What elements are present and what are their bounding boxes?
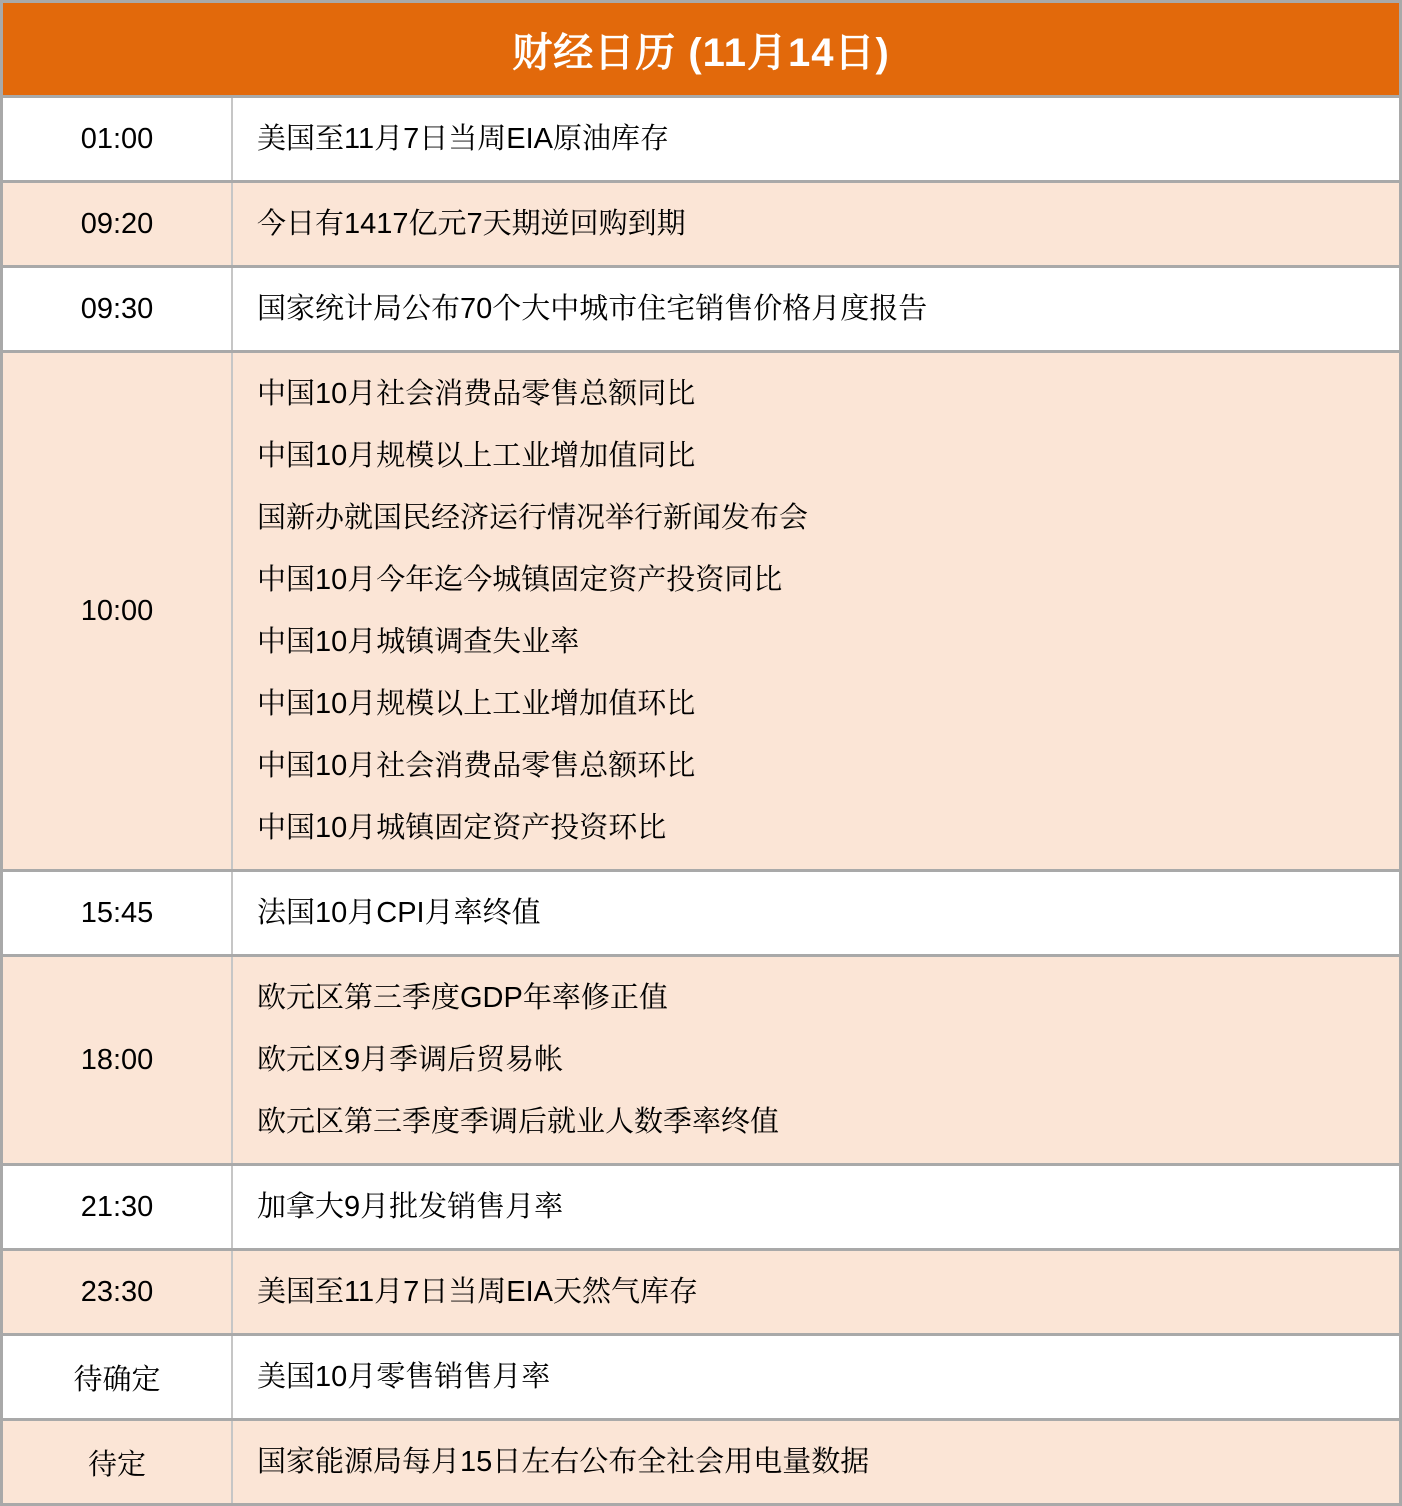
event-text: 中国10月今年迄今城镇固定资产投资同比 — [257, 564, 783, 596]
event-text: 欧元区9月季调后贸易帐 — [257, 1044, 564, 1076]
event-list — [233, 1336, 1399, 1418]
event-text: 国新办就国民经济运行情况举行新闻发布会 — [257, 502, 809, 534]
event-list — [233, 1421, 1399, 1503]
event-time: 21:30 — [3, 1166, 233, 1248]
event-list — [233, 1251, 1399, 1333]
event-text: 美国至11月7日当周EIA天然气库存 — [257, 1276, 698, 1308]
event-text: 法国10月CPI月率终值 — [257, 897, 541, 929]
calendar-row — [3, 1248, 1399, 1333]
calendar-row — [3, 1418, 1399, 1503]
calendar-row — [3, 180, 1399, 265]
event-text: 欧元区第三季度GDP年率修正值 — [257, 982, 668, 1014]
event-time: 09:30 — [3, 268, 233, 350]
event-text: 加拿大9月批发销售月率 — [257, 1191, 564, 1223]
event-text: 中国10月社会消费品零售总额同比 — [257, 378, 696, 410]
event-text: 中国10月社会消费品零售总额环比 — [257, 750, 696, 782]
event-time: 01:00 — [3, 98, 233, 180]
calendar-row — [3, 954, 1399, 1163]
event-text: 今日有1417亿元7天期逆回购到期 — [257, 208, 686, 240]
calendar-rows — [3, 95, 1399, 1503]
calendar-header — [3, 3, 1399, 95]
calendar-row — [3, 350, 1399, 869]
event-text: 欧元区第三季度季调后就业人数季率终值 — [257, 1106, 780, 1138]
event-list — [233, 957, 1399, 1163]
event-time: 待定 — [3, 1421, 233, 1503]
event-time: 18:00 — [3, 957, 233, 1163]
event-text: 国家能源局每月15日左右公布全社会用电量数据 — [257, 1446, 870, 1478]
calendar-row — [3, 95, 1399, 180]
event-list — [233, 1166, 1399, 1248]
event-time: 09:20 — [3, 183, 233, 265]
event-list — [233, 98, 1399, 180]
calendar-row — [3, 265, 1399, 350]
calendar-row — [3, 869, 1399, 954]
event-text: 中国10月规模以上工业增加值环比 — [257, 688, 696, 720]
event-text: 美国至11月7日当周EIA原油库存 — [257, 123, 669, 155]
calendar-row — [3, 1163, 1399, 1248]
event-text: 美国10月零售销售月率 — [257, 1361, 551, 1393]
event-text: 国家统计局公布70个大中城市住宅销售价格月度报告 — [257, 293, 928, 325]
event-time: 待确定 — [3, 1336, 233, 1418]
event-time: 15:45 — [3, 872, 233, 954]
event-time: 10:00 — [3, 353, 233, 869]
event-text: 中国10月规模以上工业增加值同比 — [257, 440, 696, 472]
calendar-row — [3, 1333, 1399, 1418]
event-list — [233, 353, 1399, 869]
event-list — [233, 268, 1399, 350]
event-text: 中国10月城镇调查失业率 — [257, 626, 580, 658]
event-list — [233, 872, 1399, 954]
event-time: 23:30 — [3, 1251, 233, 1333]
event-text: 中国10月城镇固定资产投资环比 — [257, 812, 667, 844]
event-list — [233, 183, 1399, 265]
calendar-title: 财经日历 (11月14日) — [512, 30, 890, 75]
